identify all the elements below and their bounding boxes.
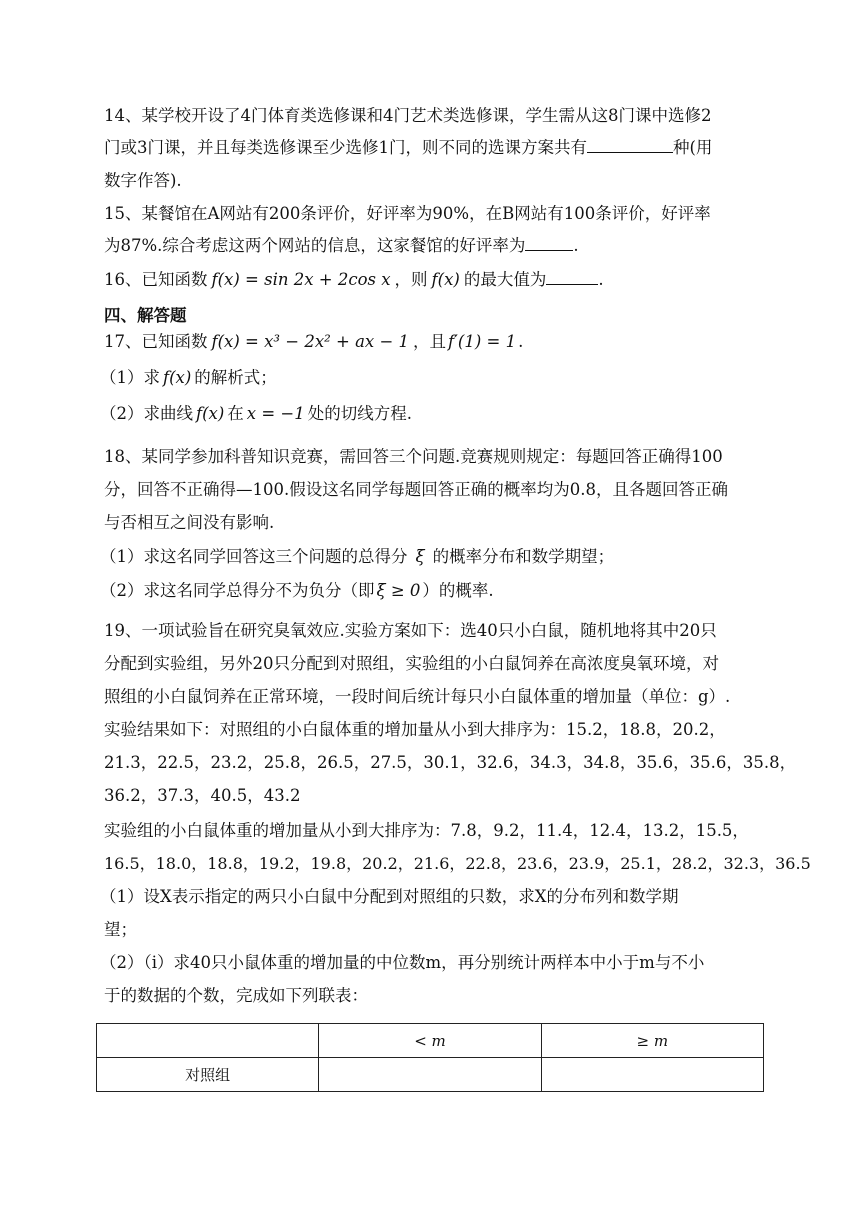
q17-part-2-a: （2）求曲线 <box>100 404 193 423</box>
section-heading: 四、解答题 <box>104 306 187 325</box>
contingency-table <box>96 1023 764 1092</box>
table-row <box>97 1058 764 1092</box>
answer-blank-q16[interactable] <box>546 268 598 285</box>
table-header-cell <box>97 1024 319 1058</box>
table-header-cell: ≥ m <box>541 1024 763 1058</box>
table-cell[interactable] <box>319 1058 541 1092</box>
q17-formula: f(x) = x³ − 2x² + ax − 1 <box>211 332 410 351</box>
q19-line-3: 照组的小白鼠饲养在正常环境，一段时间后统计每只小白鼠体重的增加量（单位：g）. <box>104 687 731 706</box>
q15-line-2 <box>104 234 579 258</box>
q19-line-8: 16.5，18.0，18.8，19.2，19.8，20.2，21.6，22.8，23.6，23.9，25.1，28.2，32.3，36.5 <box>104 854 811 873</box>
q18-line-3: 与否相互之间没有影响. <box>104 513 275 532</box>
q17-part-2-b: 在 <box>227 404 244 423</box>
q16-formula: f(x) = sin 2x + 2cos x <box>211 270 391 289</box>
q15-line-2-text: 为87%.综合考虑这两个网站的信息，这家餐馆的好评率为 <box>104 236 526 255</box>
q19-part-1-line-1: （1）设X表示指定的两只小白鼠中分配到对照组的只数，求X的分布列和数学期 <box>100 887 679 906</box>
q17-part-1-a: （1）求 <box>100 368 160 387</box>
q17-part-2-x: x = −1 <box>246 404 305 423</box>
q17-end: . <box>518 332 524 351</box>
q19-line-7: 实验组的小白鼠体重的增加量从小到大排序为：7.8，9.2，11.4，12.4，13.2，15.5， <box>104 821 749 840</box>
q18-part-2-b: ）的概率. <box>422 581 494 600</box>
q19-line-4: 实验结果如下：对照组的小白鼠体重的增加量从小到大排序为：15.2，18.8，20.2， <box>104 720 726 739</box>
answer-blank-q14[interactable] <box>587 136 673 153</box>
q16-function: f(x) <box>431 270 460 289</box>
answer-blank-q15[interactable] <box>525 234 573 251</box>
table-row-label: 对照组 <box>97 1058 319 1092</box>
table-header-cell: < m <box>319 1024 541 1058</box>
q14-line-2-text: 门或3门课，并且每类选修课至少选修1门，则不同的选课方案共有 <box>104 138 587 157</box>
q17-part-2 <box>100 402 412 426</box>
q19-part-2-line-1: （2）（i）求40只小鼠体重的增加量的中位数m，再分别统计两样本中小于m与不小 <box>100 953 705 972</box>
q14-line-1: 14、某学校开设了4门体育类选修课和4门艺术类选修课，学生需从这8门课中选修2 <box>104 106 712 125</box>
q16-text-b: ，则 <box>394 270 428 289</box>
q18-part-1-xi: ξ <box>415 547 425 566</box>
q17-part-1-function: f(x) <box>163 368 192 387</box>
q17-text-b: ，且 <box>413 332 447 351</box>
q17-derivative: f′(1) = 1 <box>448 332 517 351</box>
q17-part-2-function: f(x) <box>196 404 225 423</box>
q16-text-c: 的最大值为 <box>463 270 547 289</box>
q18-part-1-b: 的概率分布和数学期望； <box>432 547 615 566</box>
q16-text-a: 16、已知函数 <box>104 270 208 289</box>
q19-line-6: 36.2，37.3，40.5，43.2 <box>104 786 301 805</box>
q18-part-2 <box>100 579 494 603</box>
q17-part-2-c: 处的切线方程. <box>307 404 412 423</box>
q15-line-1: 15、某餐馆在A网站有200条评价，好评率为90%，在B网站有100条评价，好评率 <box>104 204 711 223</box>
q19-part-1-line-2: 望； <box>104 920 137 939</box>
q18-part-2-xi: ξ ≥ 0 <box>376 581 421 600</box>
table-cell[interactable] <box>541 1058 763 1092</box>
q17-part-1 <box>100 366 277 390</box>
q17-text-a: 17、已知函数 <box>104 332 208 351</box>
q17-line <box>104 330 523 354</box>
q18-line-2: 分，回答不正确得—100.假设这名同学每题回答正确的概率均为0.8，且各题回答正确 <box>104 480 728 499</box>
q14-line-2-end: 种(用 <box>673 138 713 157</box>
q14-line-2 <box>104 136 712 160</box>
q16-line <box>104 268 604 292</box>
q19-line-5: 21.3，22.5，23.2，25.8，26.5，27.5，30.1，32.6，34.3，34.8，35.6，35.6，35.8， <box>104 753 797 772</box>
q19-line-1: 19、一项试验旨在研究臭氧效应.实验方案如下：选40只小白鼠，随机地将其中20只 <box>104 621 717 640</box>
q16-end: . <box>598 270 604 289</box>
q18-part-1-a: （1）求这名同学回答这三个问题的总得分 <box>100 547 408 566</box>
q18-part-2-a: （2）求这名同学总得分不为负分（即 <box>100 581 375 600</box>
q19-part-2-line-2: 于的数据的个数，完成如下列联表： <box>104 986 368 1005</box>
q17-part-1-b: 的解析式； <box>194 368 277 387</box>
q14-line-3: 数字作答). <box>104 171 182 190</box>
table-header-row <box>97 1024 764 1058</box>
q18-part-1 <box>100 545 614 569</box>
q19-line-2: 分配到实验组，另外20只分配到对照组，实验组的小白鼠饲养在高浓度臭氧环境，对 <box>104 654 719 673</box>
q18-line-1: 18、某同学参加科普知识竞赛，需回答三个问题.竞赛规则规定：每题回答正确得100 <box>104 447 723 466</box>
q15-line-2-end: . <box>573 236 579 255</box>
